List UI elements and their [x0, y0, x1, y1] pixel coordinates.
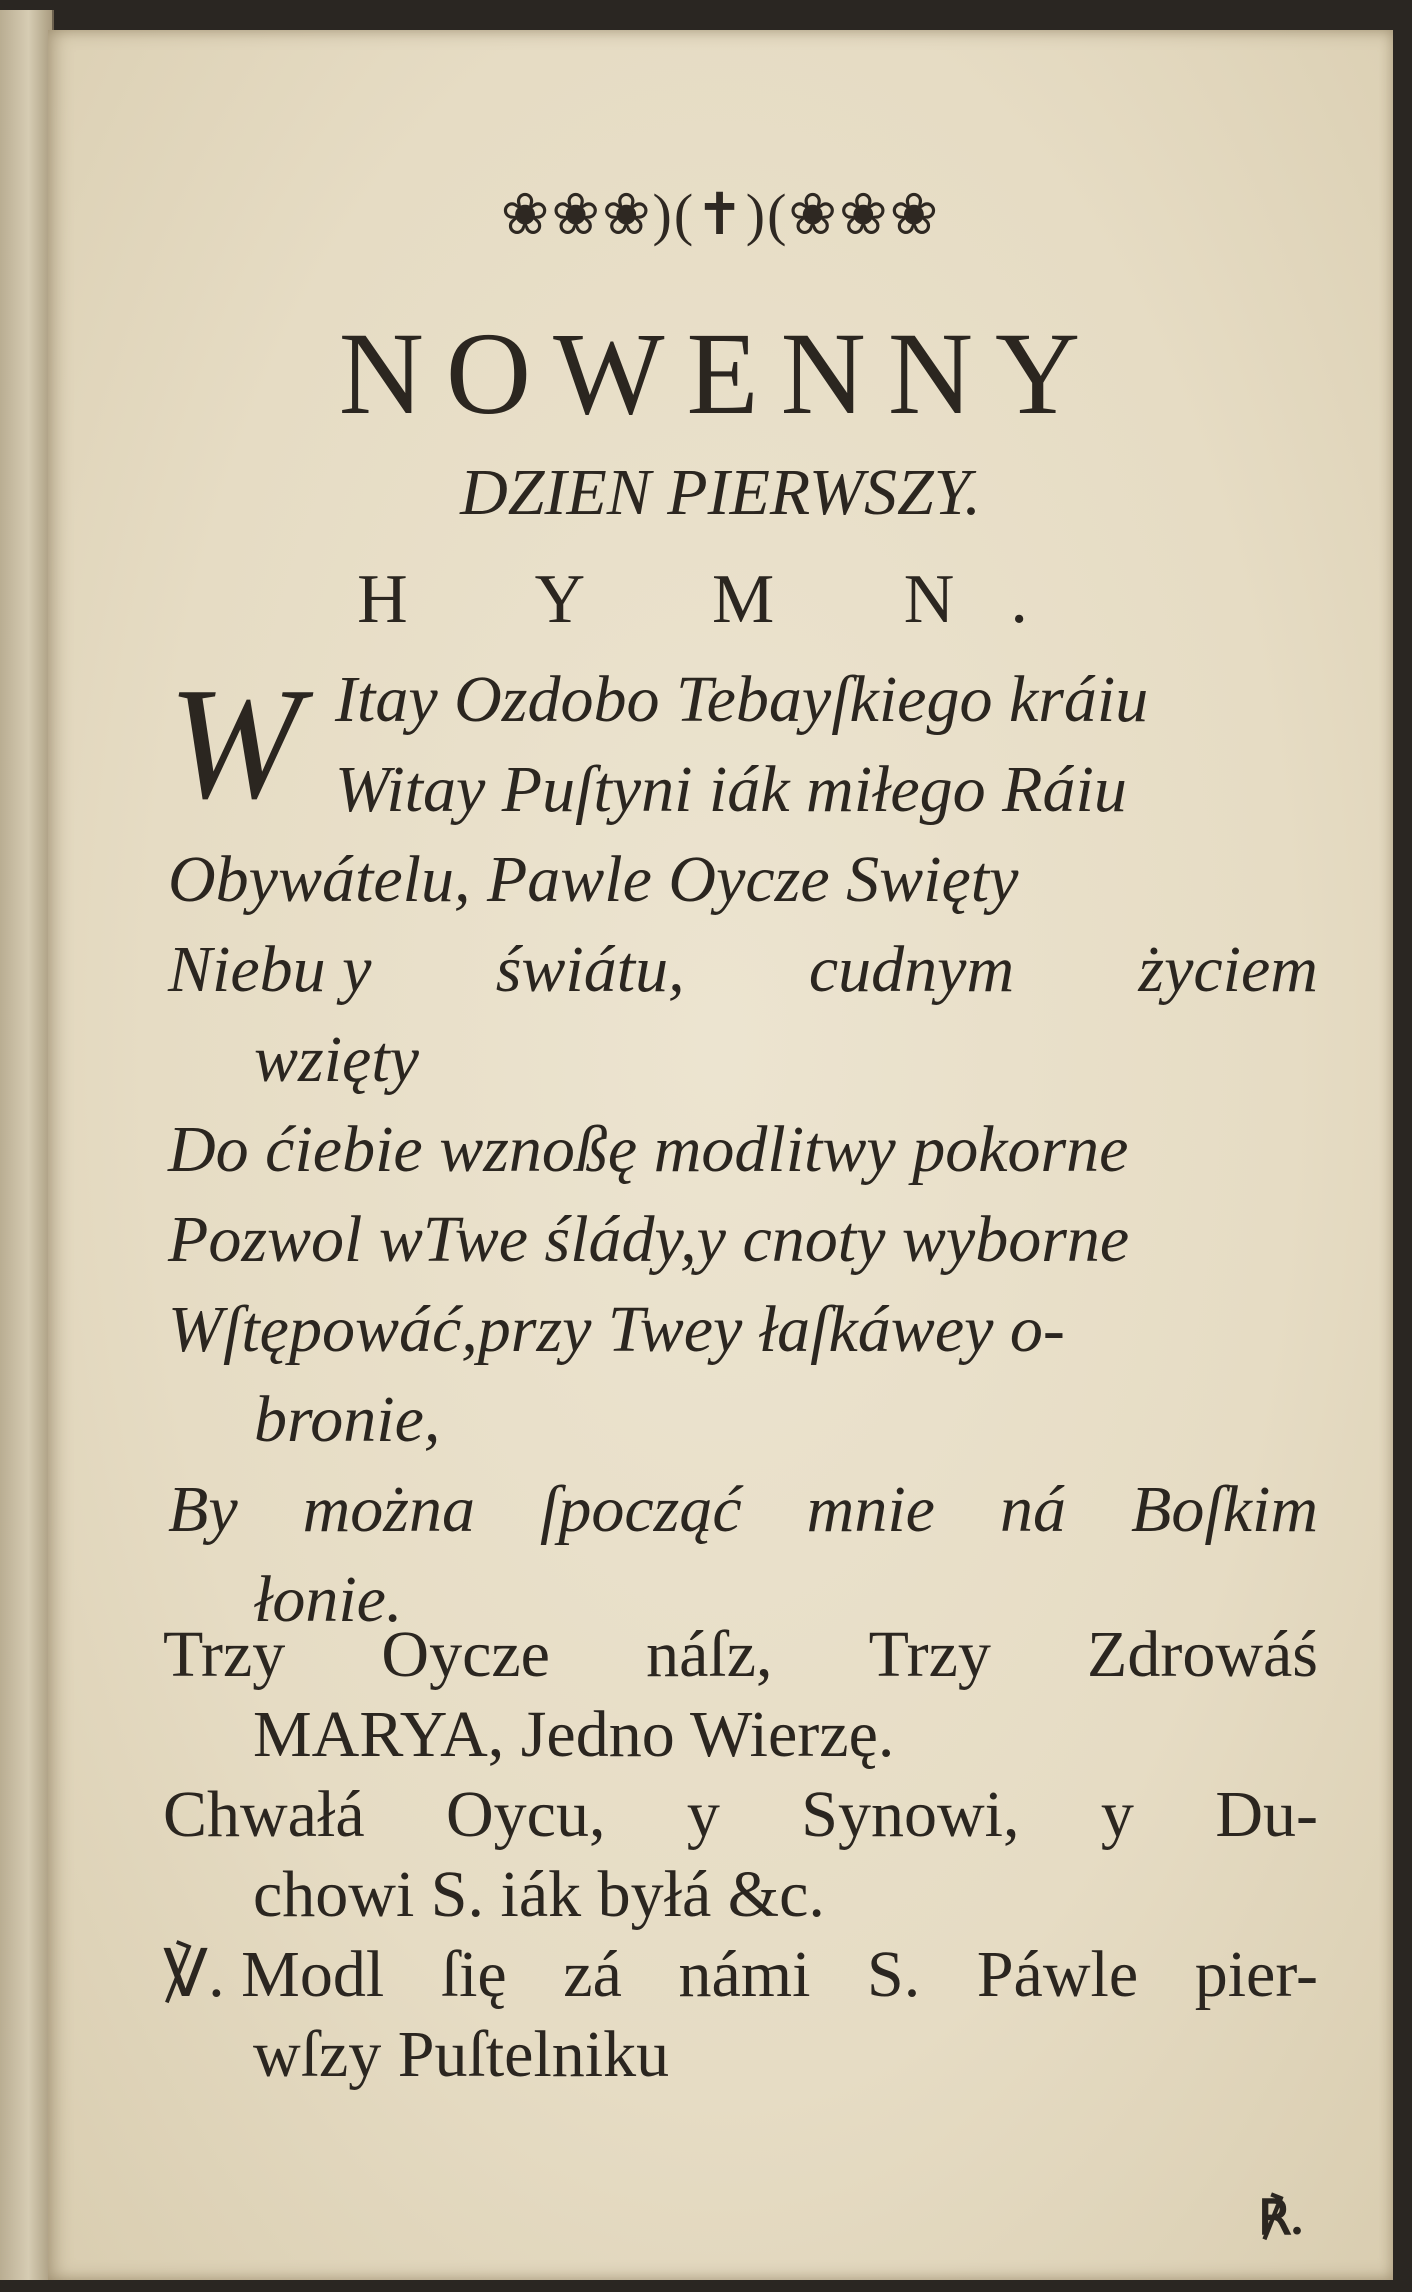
page-title: NOWENNY [338, 308, 1103, 439]
verse-line: Itay Ozdobo Tebayſkiego kráiu [335, 663, 1149, 736]
book-page [48, 30, 1393, 2280]
verse-line: Obywátelu, Pawle Oycze Swięty [168, 843, 1019, 916]
catchword: ℟. [1258, 2192, 1303, 2245]
verse-line: Niebu y świátu, cudnym życiem [168, 933, 1318, 1006]
prayer-line: ℣. Modl ſię zá námi S. Páwle pier- [163, 1938, 1318, 2011]
verse-line: Pozwol wTwe ślády,y cnoty wyborne [168, 1203, 1130, 1276]
verse-line: Wſtępowáć,przy Twey łaſkáwey o- [168, 1293, 1065, 1366]
header-ornament: ❀❀❀)(✝)(❀❀❀ [500, 182, 941, 247]
page-subtitle: DZIEN PIERWSZY. [460, 456, 981, 529]
verse-line: By można ſpocząć mnie ná Boſkim [168, 1473, 1318, 1546]
hymn-heading: H Y M N. [357, 561, 1084, 638]
verse-line: bronie, [254, 1383, 441, 1456]
prayer-line: Trzy Oycze náſz, Trzy Zdrowáś [163, 1618, 1318, 1691]
prayer-line: chowi S. iák byłá &c. [253, 1858, 825, 1931]
verse-line: łonie. [254, 1563, 403, 1636]
drop-cap: W [168, 654, 302, 832]
verse-line: wzięty [254, 1023, 419, 1096]
prayer-block [163, 1615, 1318, 2095]
prayer-line: Chwałá Oycu, y Synowi, y Du- [163, 1778, 1318, 1851]
verse-line: Do ćiebie wznoßę modlitwy pokorne [168, 1113, 1129, 1186]
left-page-edge [0, 10, 54, 2280]
hymn-verse [168, 655, 1318, 1645]
prayer-line: MARYA, Jedno Wierzę. [253, 1698, 895, 1771]
verse-line: Witay Puſtyni iák miłego Ráiu [335, 753, 1127, 826]
prayer-line: wſzy Puſtelniku [253, 2018, 670, 2091]
